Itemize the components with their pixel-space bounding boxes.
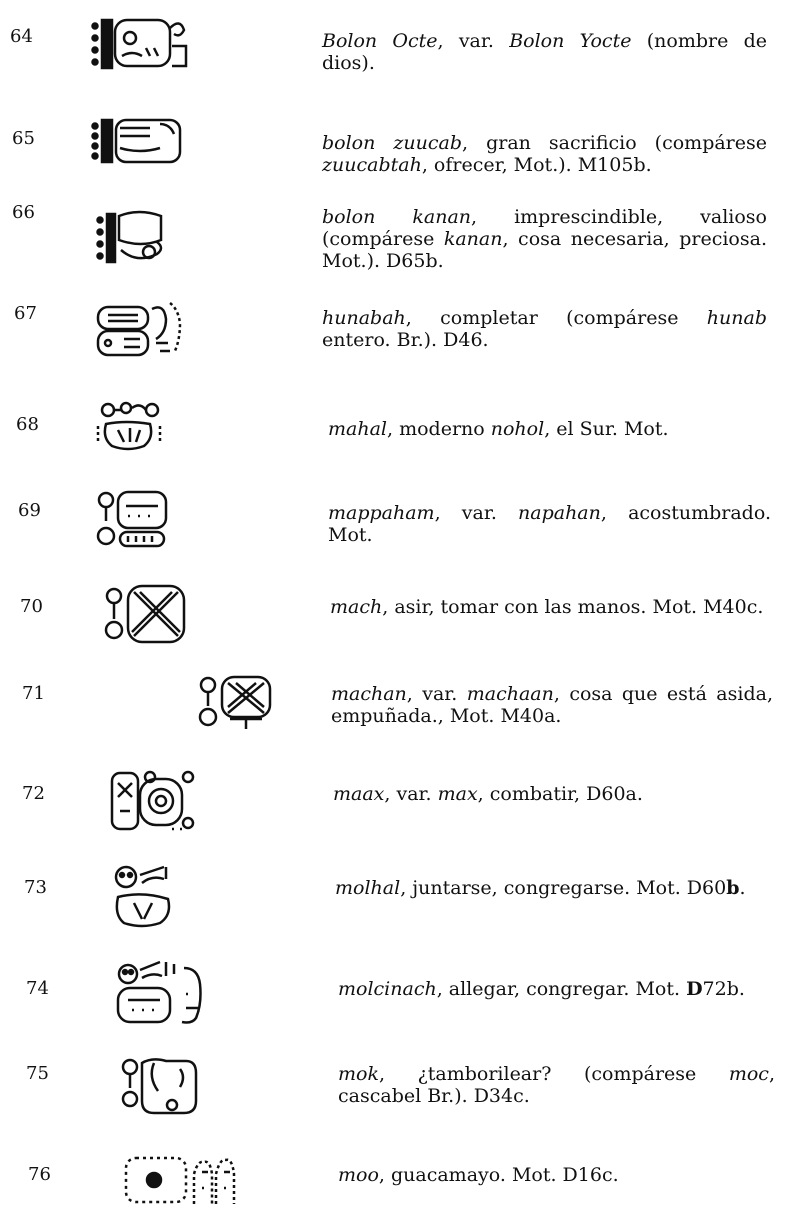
entry-text: mok, ¿tamborilear? (compárese moc, cascabel Br.). D34c. [338, 1063, 775, 1107]
entry-number: 71 [22, 683, 45, 704]
entry-number: 65 [12, 128, 35, 149]
glyph-image [96, 490, 174, 550]
entry-text: molhal, juntarse, congregarse. Mot. D60b. [335, 877, 746, 899]
entry-text: maax, var. max, combatir, D60a. [333, 783, 643, 805]
entry-text: mappaham, var. napahan, acostumbrado. Mot. [328, 502, 771, 546]
entry-text: bolon zuucab, gran sacrificio (compárese zuucabtah, ofrecer, Mot.). M105b. [322, 132, 768, 176]
glyph-image [96, 400, 166, 452]
glyph-image [90, 118, 190, 168]
entry-text: moo, guacamayo. Mot. D16c. [338, 1164, 619, 1186]
glyph-image [124, 1152, 248, 1208]
entry-text: Bolon Octe, var. Bolon Yocte (nombre de dios). [322, 30, 767, 74]
entry-number: 72 [22, 783, 45, 804]
entry-text: machan, var. machaan, cosa que está asida, empuñada., Mot. M40a. [331, 683, 773, 727]
glyph-image [104, 584, 188, 646]
glyph-image [120, 1055, 200, 1117]
entry-text: mahal, moderno nohol, el Sur. Mot. [328, 418, 669, 440]
entry-text: mach, asir, tomar con las manos. Mot. M40c. [330, 596, 764, 618]
entry-number: 69 [18, 500, 41, 521]
glyph-image [116, 960, 212, 1026]
glyph-image [112, 863, 176, 927]
entry-number: 66 [12, 202, 35, 223]
entry-number: 68 [16, 414, 39, 435]
entry-number: 76 [28, 1164, 51, 1185]
entry-text: bolon kanan, imprescindible, valioso (compárese kanan, cosa necesaria, preciosa. Mot.). D65b. [322, 206, 767, 272]
entry-number: 67 [14, 303, 37, 324]
glyph-image [196, 675, 276, 731]
entry-text: molcinach, allegar, congregar. Mot. D72b. [338, 978, 745, 1000]
glyph-image [90, 18, 200, 76]
entry-text: hunabah, completar (compárese hunab entero. Br.). D46. [322, 307, 767, 351]
entry-number: 75 [26, 1063, 49, 1084]
glyph-image [110, 771, 198, 833]
entry-number: 64 [10, 26, 33, 47]
entry-number: 70 [20, 596, 43, 617]
glyph-image [96, 303, 188, 359]
entry-number: 74 [26, 978, 49, 999]
glyph-image [95, 210, 175, 266]
entry-number: 73 [24, 877, 47, 898]
